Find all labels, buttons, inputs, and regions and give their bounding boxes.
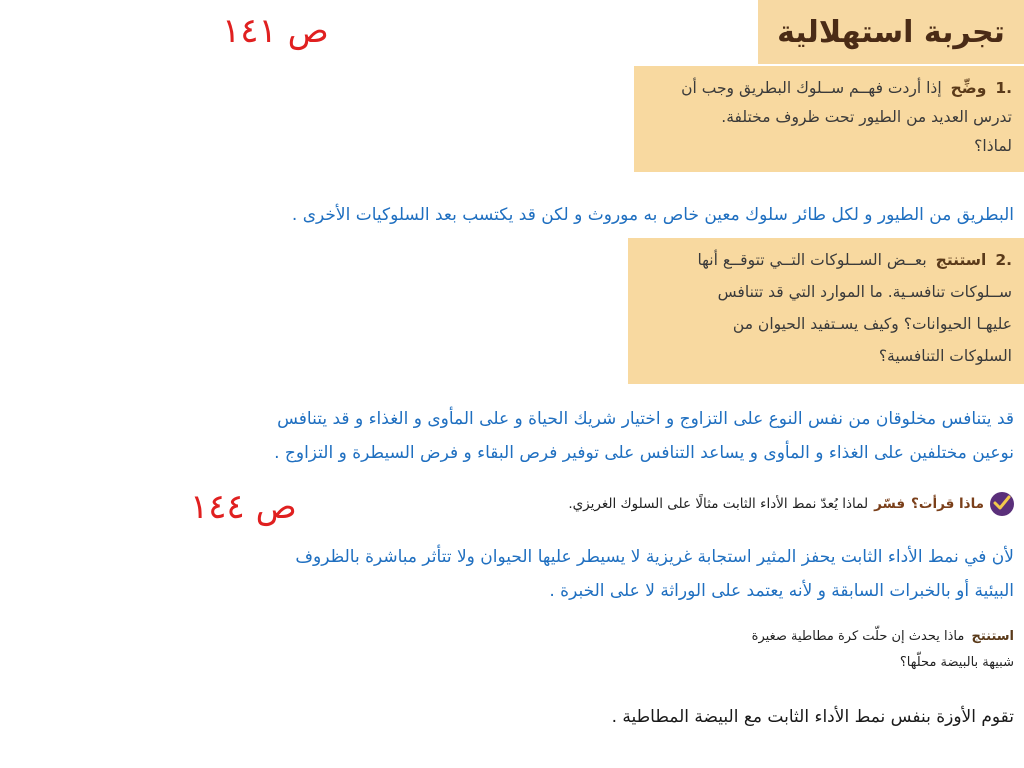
question-1-box (634, 66, 1024, 172)
question-2-number: .2 (995, 251, 1012, 269)
question-2-box (628, 238, 1024, 384)
answer-4-line-1: تقوم الأوزة بنفس نمط الأداء الثابت مع البيضة المطاطية . (611, 707, 1014, 727)
answer-2 (20, 402, 1014, 470)
deduce-question (752, 624, 1014, 676)
question-1-line-3: لماذا؟ (974, 137, 1012, 155)
answer-4 (20, 700, 1014, 734)
answer-3-line-2: البيئية أو بالخبرات السابقة و لأنه يعتمد على الوراثة لا على الخبرة . (549, 581, 1014, 601)
question-2-line-3: عليهـا الحيوانات؟ وكيف يسـتفيد الحيوان من (732, 315, 1012, 333)
answer-3-line-1: لأن في نمط الأداء الثابت يحفز المثير استجابة غريزية لا يسيطر عليها الحيوان ولا تتأثر مباشرة بالظروف (295, 547, 1014, 567)
question-2-text-1: بعــض الســلوكات التــي تتوقــع أنها (697, 251, 927, 269)
question-1-number: .1 (995, 79, 1012, 97)
question-1-verb: وضِّح (950, 79, 987, 97)
what-read-prompt (568, 492, 1014, 516)
deduce-question-text-1: ماذا يحدث إن حلّت كرة مطاطية صغيرة (751, 629, 965, 644)
answer-2-line-1: قد يتنافس مخلوقان من نفس النوع على التزاوج و اختيار شريك الحياة و على المأوى و الغذاء و قد يتنافس (277, 409, 1014, 429)
deduce-question-line-2: شبيهة بالبيضة محلّها؟ (899, 655, 1014, 670)
what-read-verb: فسّر (874, 496, 906, 512)
question-2-line-4: السلوكات التنافسية؟ (878, 347, 1012, 365)
question-2-verb: استنتج (935, 251, 987, 269)
answer-2-line-2: نوعين مختلفين على الغذاء و المأوى و يساعد التنافس على توفير فرص البقاء و فرض السيطرة و التزاوج . (274, 443, 1014, 463)
deduce-question-verb: استنتج (971, 629, 1014, 644)
check-icon (990, 492, 1014, 516)
what-read-text: لماذا يُعدّ نمط الأداء الثابت مثالًا على السلوك الغريزي. (568, 496, 869, 512)
question-1-text-1: إذا أردت فهــم ســلوك البطريق وجب أن (681, 79, 942, 97)
page-reference-141: ص ١٤١ (222, 11, 329, 51)
question-2-line-1 (640, 244, 1012, 276)
question-1-line-2: تدرس العديد من الطيور تحت ظروف مختلفة. (721, 108, 1012, 126)
what-read-label: ماذا قرأت؟ (911, 496, 984, 512)
answer-1-line-1: البطريق من الطيور و لكل طائر سلوك معين خاص به موروث و لكن قد يكتسب بعد السلوكيات الأخرى . (291, 205, 1014, 225)
deduce-question-line-1 (752, 624, 1014, 650)
answer-3 (20, 540, 1014, 608)
section-title: تجربة استهلالية (777, 14, 1005, 50)
section-header (758, 0, 1024, 64)
question-2-line-2: ســلوكات تنافسـية. ما الموارد التي قد تتنافس (717, 283, 1012, 301)
page-reference-144: ص ١٤٤ (190, 487, 297, 527)
answer-1 (20, 198, 1014, 232)
question-1-line-1 (646, 74, 1012, 103)
